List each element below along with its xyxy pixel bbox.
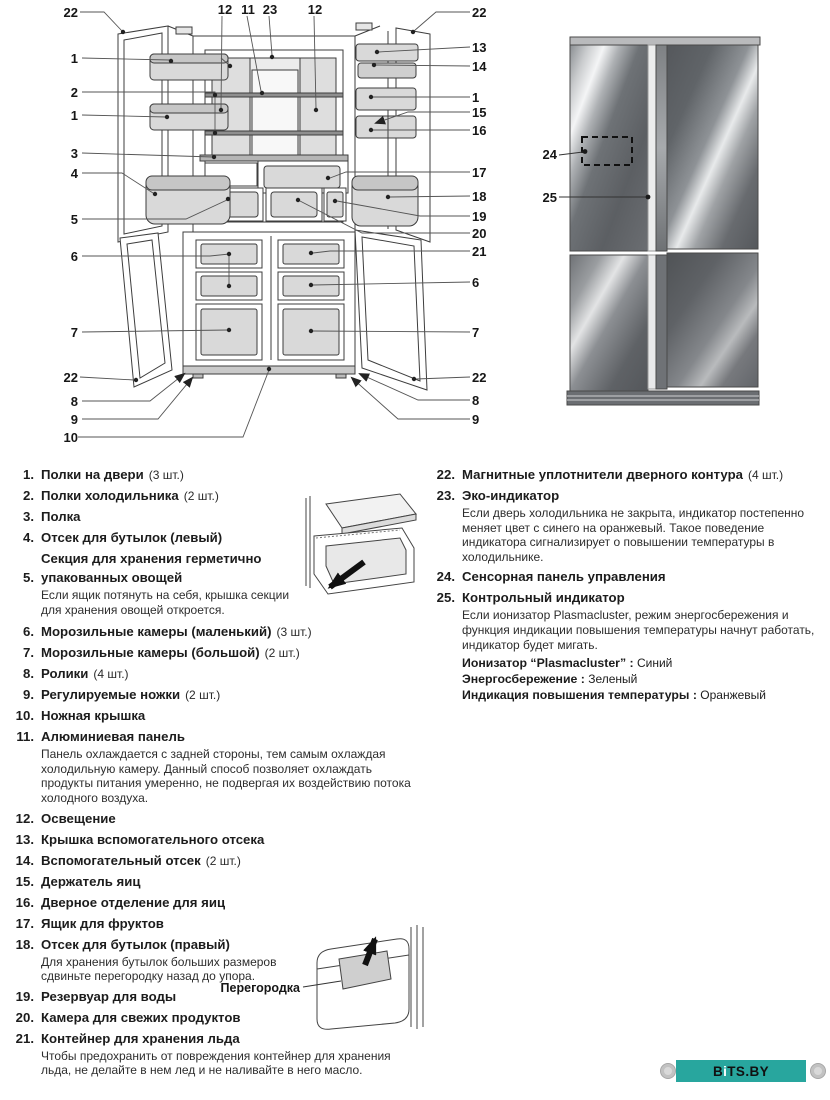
part-number: 22. — [436, 467, 455, 482]
shelf — [200, 155, 348, 161]
indicator-value: Зеленый — [588, 672, 638, 687]
indicator-label: Индикация повышения температуры : — [462, 688, 697, 703]
part-number: 1. — [23, 467, 34, 482]
part-number: 10. — [15, 708, 34, 724]
part-count: (3 шт.) — [276, 625, 312, 640]
callout-label: 21 — [472, 244, 487, 259]
part-note: Если ящик потянуть на себя, крышка секции для хранения овощей откроется. — [41, 588, 290, 617]
fresh-chamber — [271, 192, 317, 217]
indicator-value: Синий — [636, 656, 673, 671]
part-count: (2 шт.) — [264, 646, 300, 661]
part-number: 8. — [23, 666, 34, 682]
callout-label: 23 — [262, 2, 278, 17]
part-item-12 — [8, 809, 420, 828]
part-count: (2 шт.) — [183, 489, 219, 503]
callout-label: 20 — [472, 226, 487, 241]
part-note: Чтобы предохранить от повреждения контейнер для хранения льда, не делайте в нем лед и не наливайте в него масло. — [41, 1048, 391, 1078]
aux-cover — [356, 44, 418, 61]
callout-label: 13 — [472, 40, 487, 55]
part-number: 13. — [15, 831, 34, 847]
callout-label: 18 — [472, 189, 487, 204]
part-number: 17. — [15, 915, 34, 931]
wire-shelf-lower — [205, 131, 343, 135]
part-number: 15. — [15, 873, 34, 889]
callout-label: 6 — [70, 249, 78, 264]
closed-fridge-body — [567, 37, 760, 405]
callout-label: 17 — [472, 165, 487, 180]
part-number: 11. — [16, 729, 34, 745]
part-title: Морозильные камеры (маленький) — [41, 624, 272, 640]
closed-fridge-figure — [525, 15, 830, 415]
part-title: Крышка вспомогательного отсека — [41, 831, 265, 847]
part-note: Панель охлаждается с задней стороны, тем самым охлаждая холодильную камеру. Данный способ позволяет охлаждать продукты питания умеренно, не подвергая их воздействию потока холодного воздуха. — [41, 747, 411, 805]
callout-label: 1 — [70, 51, 78, 66]
part-number: 24. — [436, 569, 455, 585]
part-item-14 — [8, 851, 420, 870]
callout-label: 12 — [217, 2, 233, 17]
callout-label: 16 — [472, 123, 487, 138]
callout-label: 4 — [70, 166, 78, 181]
indicator-value: Оранжевый — [700, 688, 767, 703]
callout-label: 7 — [472, 325, 480, 340]
part-number: 5. — [23, 570, 34, 585]
part-title: Регулируемые ножки — [41, 687, 181, 703]
callout-label: 12 — [307, 2, 323, 17]
part-title: Полка — [41, 509, 81, 524]
part-title: Сенсорная панель управления — [462, 569, 666, 585]
part-item-15 — [8, 872, 420, 891]
part-title: Магнитные уплотнители дверного контура — [462, 467, 743, 482]
callout-label: 19 — [472, 209, 487, 224]
watermark-text: i — [723, 1063, 728, 1079]
wire-shelf-upper — [205, 93, 343, 97]
lower-right-door — [355, 230, 427, 390]
part-title: Ролики — [41, 666, 89, 682]
part-title: Отсек для бутылок (правый) — [41, 936, 230, 952]
part-number: 21. — [15, 1030, 34, 1046]
callout-label: 22 — [63, 5, 78, 20]
callout-label: 22 — [472, 5, 487, 20]
grommet-icon — [810, 1063, 826, 1079]
part-count: (4 шт.) — [93, 667, 129, 682]
callout-label: 2 — [70, 85, 78, 100]
part-item-24 — [425, 567, 827, 586]
watermark-band — [676, 1060, 806, 1082]
part-item-6 — [8, 622, 420, 641]
callout-label: 1 — [70, 108, 78, 123]
callout-label: 9 — [70, 412, 78, 427]
part-item-11 — [8, 727, 420, 805]
part-number: 25. — [436, 590, 455, 606]
freezer-section — [183, 232, 355, 378]
part-title: Отсек для бутылок (левый) — [41, 530, 223, 545]
watermark-text: TS.BY — [727, 1063, 770, 1079]
callout-label: 11 — [241, 2, 255, 17]
part-item-23 — [425, 486, 827, 564]
part-title: Морозильные камеры (большой) — [41, 645, 260, 661]
part-note: Для хранения бутылок больших размеров сдвиньте перегородку назад до упора. — [41, 954, 277, 984]
part-title: Секция для хранения герметично упакованных овощей — [41, 551, 262, 585]
partition-label: Перегородка — [220, 981, 300, 995]
part-number: 3. — [23, 509, 34, 524]
part-count: (4 шт.) — [747, 468, 784, 482]
lower-left-door-panel — [570, 255, 648, 391]
water-tank — [327, 192, 343, 217]
part-title: Эко-индикатор — [462, 488, 560, 503]
part-number: 12. — [15, 810, 34, 826]
vegetable-box-inset — [300, 490, 422, 608]
roller — [336, 374, 346, 378]
part-number: 23. — [436, 488, 455, 503]
part-number: 19. — [15, 988, 34, 1004]
callout-label: 9 — [472, 412, 480, 427]
part-item-7 — [8, 643, 420, 662]
part-title: Ящик для фруктов — [41, 915, 164, 931]
lower-right-door-panel — [667, 253, 758, 387]
part-title: Контрольный индикатор — [462, 590, 625, 606]
part-note: Если дверь холодильника не закрыта, индикатор постепенно меняет цвет с синего на оранжевый. Такое поведение индикатора сигнализирует о повышении температуры в холодильнике. — [462, 506, 805, 564]
part-item-25 — [425, 588, 827, 703]
upper-right-door — [352, 28, 430, 242]
callout-label: 3 — [70, 146, 78, 161]
part-item-10 — [8, 706, 420, 725]
callout-label: 8 — [472, 393, 480, 408]
indicator-label: Ионизатор “Plasmacluster” : — [462, 656, 634, 671]
part-count: (2 шт.) — [185, 688, 221, 703]
callout-label: 5 — [70, 212, 78, 227]
door-shelf — [356, 88, 416, 110]
indicator-line — [462, 671, 827, 687]
part-title: Ножная крышка — [41, 708, 146, 724]
part-title: Полки на двери — [41, 467, 144, 482]
part-number: 2. — [23, 488, 34, 503]
callout-label: 10 — [63, 430, 78, 445]
callout-label: 7 — [70, 325, 78, 340]
part-count: (2 шт.) — [205, 853, 241, 868]
part-number: 16. — [15, 894, 34, 910]
part-note: Если ионизатор Plasmacluster, режим энергосбережения и функция индикации повышения температуры начнут работать, индикатор будет мигать. — [462, 608, 815, 652]
part-title: Камера для свежих продуктов — [41, 1009, 241, 1025]
callout-label: 15 — [472, 105, 487, 120]
part-number: 7. — [23, 645, 34, 661]
watermark-bitsby — [660, 1058, 826, 1090]
partition-inset — [205, 923, 430, 1037]
indicator-line — [462, 655, 827, 671]
callout-label: 24 — [542, 147, 557, 162]
callout-label: 1 — [472, 90, 480, 105]
callout-label: 22 — [63, 370, 78, 385]
part-item-22 — [425, 465, 827, 484]
part-count: (3 шт.) — [148, 468, 184, 482]
center-hinge — [656, 45, 667, 251]
part-title: Освещение — [41, 810, 116, 826]
part-title: Держатель яиц — [41, 873, 141, 889]
part-item-16 — [8, 893, 420, 912]
grommet-icon — [660, 1063, 676, 1079]
part-title: Вспомогательный отсек — [41, 852, 201, 868]
callout-label: 22 — [472, 370, 487, 385]
part-title: Контейнер для хранения льда — [41, 1030, 240, 1046]
callout-label: 6 — [472, 275, 480, 290]
callout-label: 8 — [70, 394, 78, 409]
center-trim — [648, 45, 656, 251]
part-number: 4. — [23, 530, 34, 545]
part-title: Полки холодильника — [41, 488, 179, 503]
part-number: 9. — [23, 687, 34, 703]
part-title: Дверное отделение для яиц — [41, 894, 226, 910]
part-title: Резервуар для воды — [41, 988, 177, 1004]
indicator-label: Энергосбережение : — [462, 672, 585, 687]
part-item-1 — [8, 465, 420, 484]
part-number: 20. — [15, 1009, 34, 1025]
part-item-8 — [8, 664, 420, 683]
part-number: 18. — [15, 936, 34, 952]
callout-label: 14 — [472, 59, 487, 74]
parts-list-right — [425, 463, 827, 703]
part-item-13 — [8, 830, 420, 849]
fridge-base — [567, 391, 759, 405]
part-number: 14. — [15, 852, 34, 868]
part-number: 6. — [23, 624, 34, 640]
callout-label: 25 — [542, 190, 557, 205]
upper-right-door-panel — [667, 45, 758, 249]
indicator-line — [462, 687, 827, 703]
fridge-line-art — [118, 23, 430, 390]
fridge-top-cap — [570, 37, 760, 45]
part-item-9 — [8, 685, 420, 704]
open-fridge-diagram — [0, 0, 520, 458]
part-title: Алюминиевая панель — [41, 729, 185, 745]
watermark-text: B — [712, 1063, 724, 1079]
roller — [193, 374, 203, 378]
